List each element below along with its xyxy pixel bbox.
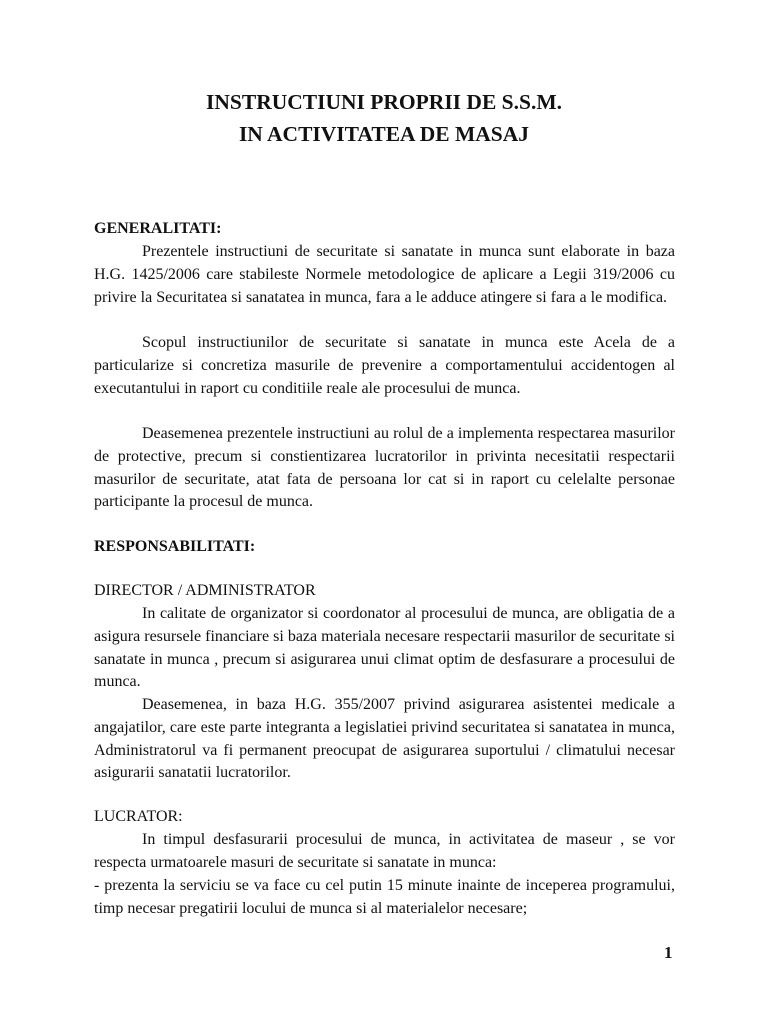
- subheading-director-administrator: DIRECTOR / ADMINISTRATOR: [94, 582, 316, 599]
- page-number: 1: [664, 943, 673, 962]
- paragraph-generalitati-3: Deasemenea prezentele instructiuni au rolul de a implementa respectarea masurilor de protective, precum si constientizarea lucratorilor in privinta necesitatii respectarii masurilor de securitate, atat fata de persoana lor cat si in raport cu celelalte personae participante la procesul de munca.: [94, 425, 675, 511]
- paragraph-lucrator-1: In timpul desfasurarii procesului de munca, in activitatea de maseur , se vor respecta urmatoarele masuri de securitate si sanatate in munca:: [94, 831, 675, 871]
- paragraph-generalitati-2: Scopul instructiunilor de securitate si sanatate in munca este Acela de a particularize si concretiza masurile de prevenire a comportamentului accidentogen al executantului in raport cu conditiile reale ale procesului de munca.: [94, 334, 675, 397]
- document-title-line-1: INSTRUCTIUNI PROPRII DE S.S.M.: [206, 90, 562, 114]
- section-heading-responsabilitati: RESPONSABILITATI:: [94, 538, 256, 555]
- paragraph-director-2: Deasemenea, in baza H.G. 355/2007 privind asigurarea asistentei medicale a angajatilor, care este parte integranta a legislatiei privind securitatea si sanatatea in munca, Administratorul va fi permanent preocupat de asigurarea suportului / climatului necesar asigurarii sanatatii lucratorilor.: [94, 696, 675, 782]
- section-heading-generalitati: GENERALITATI:: [94, 220, 222, 237]
- document-title-line-2: IN ACTIVITATEA DE MASAJ: [238, 122, 530, 146]
- paragraph-generalitati-1: Prezentele instructiuni de securitate si sanatate in munca sunt elaborate in baza H.G. 1425/2006 care stabileste Normele metodologice de aplicare a Legii 319/2006 cu privire la Securitatea si sanatatea in munca, fara a le adduce atingere si fara a le modifica.: [94, 243, 675, 306]
- paragraph-director-1: In calitate de organizator si coordonator al procesului de munca, are obligatia de a asigura resursele financiare si baza materiala necesare respectarii masurilor de securitate si sanatate in munca , precum si asigurarea unui climat optim de desfasurare a procesului de munca.: [94, 605, 675, 691]
- paragraph-lucrator-2: - prezenta la serviciu se va face cu cel putin 15 minute inainte de inceperea programului, timp necesar pregatirii locului de munca si al materialelor necesare;: [94, 877, 675, 917]
- subheading-lucrator: LUCRATOR:: [94, 808, 183, 825]
